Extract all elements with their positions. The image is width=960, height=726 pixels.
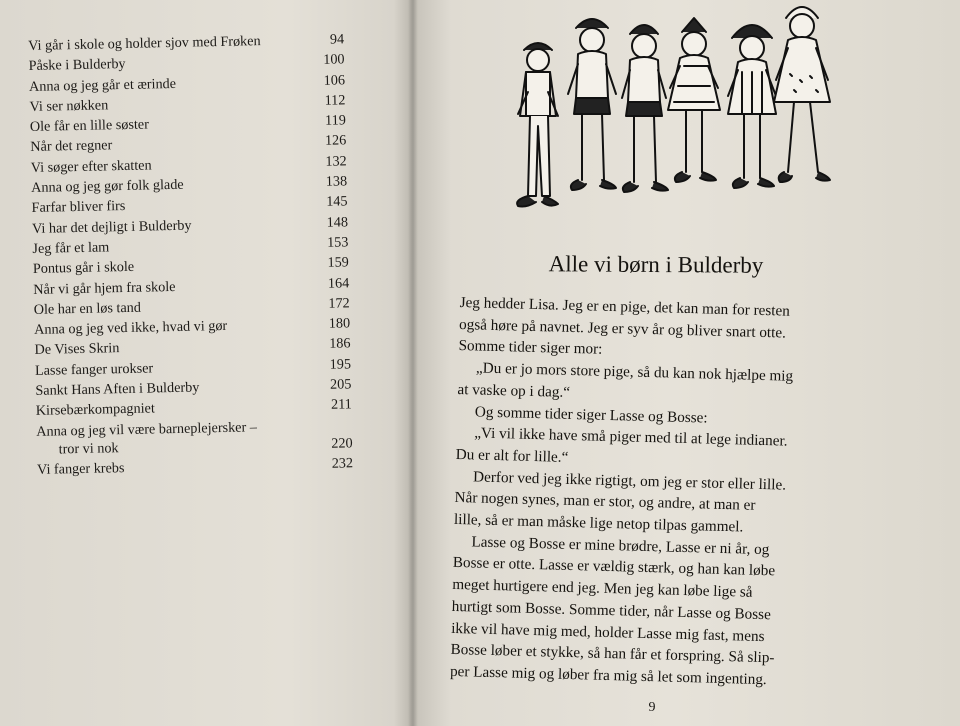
toc-entry-title: Vi går i skole og holder sjov med Frøken bbox=[28, 33, 261, 54]
toc-entry-title: Når vi går hjem fra skole bbox=[33, 278, 176, 298]
toc-entry-page: 112 bbox=[324, 92, 346, 109]
table-of-contents bbox=[28, 29, 353, 479]
toc-entry-page: 94 bbox=[329, 31, 345, 48]
toc-entry-page: 186 bbox=[329, 335, 351, 353]
toc-entry-title: Anna og jeg går et ærinde bbox=[28, 75, 177, 95]
toc-entry-page: 211 bbox=[330, 396, 352, 414]
toc-entry-page: 153 bbox=[326, 234, 349, 251]
body-line: ikke vil have mig med, holder Lasse mig fast, mens bbox=[450, 619, 765, 645]
toc-entry-page: 138 bbox=[325, 173, 348, 190]
toc-entry-page: 195 bbox=[329, 356, 352, 373]
toc-entry-title: Lasse fanger urokser bbox=[34, 360, 154, 379]
children-illustration-icon bbox=[492, 2, 832, 218]
left-page bbox=[0, 0, 412, 726]
toc-entry-page: 220 bbox=[331, 434, 353, 452]
body-line: Når nogen synes, man er stor, og andre, at man er bbox=[454, 489, 756, 515]
toc-entry-page: 148 bbox=[326, 214, 349, 231]
child-figure bbox=[774, 7, 830, 182]
toc-entry-title: Vi fanger krebs bbox=[36, 459, 125, 478]
toc-entry-page: 232 bbox=[331, 454, 354, 472]
body-line: „Vi vil ikke have små piger med til at lege indianer. bbox=[474, 424, 788, 450]
page-number: 9 bbox=[648, 700, 656, 715]
toc-entry-page: 119 bbox=[324, 112, 347, 129]
body-line: Bosse løber et stykke, så han får et forspring. Så slip- bbox=[450, 641, 775, 667]
toc-entry-page: 205 bbox=[329, 376, 352, 393]
toc-entry-title: Jeg får et lam bbox=[32, 239, 110, 257]
toc-entry-title: Farfar bliver firs bbox=[31, 198, 126, 217]
child-figure bbox=[622, 25, 668, 192]
body-line: Jeg hedder Lisa. Jeg er en pige, det kan man for resten bbox=[459, 293, 791, 320]
body-line: Og somme tider siger Lasse og Bosse: bbox=[474, 402, 708, 427]
toc-entry-title: Anna og jeg vil være barneplejersker – bbox=[36, 418, 258, 440]
body-line: Somme tider siger mor: bbox=[458, 337, 603, 359]
body-line: at vaske op i dag.“ bbox=[457, 380, 571, 401]
toc-entry-page: 145 bbox=[326, 193, 348, 211]
body-line: meget hurtigere end jeg. Men jeg kan løbe lige så bbox=[452, 576, 753, 601]
toc-entry-title: Pontus går i skole bbox=[32, 259, 135, 278]
toc-entry-page: 100 bbox=[323, 51, 345, 69]
toc-entry-title: Anna og jeg ved ikke, hvad vi gør bbox=[33, 318, 228, 339]
body-line: Bosse er otte. Lasse er vældig stærk, og han kan løbe bbox=[452, 554, 776, 580]
body-line: lille, så er man måske lige netop tilpas gammel. bbox=[453, 510, 744, 536]
body-line: Lasse og Bosse er mine brødre, Lasse er ni år, og bbox=[471, 533, 770, 558]
child-figure bbox=[568, 19, 616, 190]
child-figure bbox=[728, 25, 776, 188]
toc-entry-title: Ole får en lille søster bbox=[29, 116, 150, 136]
toc-entry-title-continued: tror vi nok bbox=[58, 439, 119, 458]
toc-entry-title: Vi søger efter skatten bbox=[30, 157, 152, 176]
toc-entry-page: 106 bbox=[323, 71, 346, 89]
toc-entry bbox=[36, 415, 353, 460]
chapter-title: Alle vi børn i Bulderby bbox=[548, 251, 764, 278]
child-figure bbox=[668, 18, 720, 182]
body-line: Du er alt for lille.“ bbox=[455, 445, 569, 466]
toc-entry-page: 132 bbox=[325, 153, 347, 170]
toc-entry-title: Påske i Bulderby bbox=[28, 56, 126, 75]
body-line: hurtigt som Bosse. Somme tider, når Lasse og Bosse bbox=[451, 597, 772, 624]
toc-entry-title: Sankt Hans Aften i Bulderby bbox=[35, 379, 200, 399]
toc-entry-page: 164 bbox=[327, 274, 350, 292]
body-line: også høre på navnet. Jeg er syv år og bliver snart otte. bbox=[458, 315, 787, 342]
toc-entry-title: Anna og jeg gør folk glade bbox=[31, 176, 184, 197]
body-line: per Lasse mig og løber fra mig så let som ingenting. bbox=[449, 662, 767, 689]
toc-entry-page: 172 bbox=[328, 295, 350, 312]
chapter-body bbox=[450, 292, 876, 693]
toc-entry-title: Vi ser nøkken bbox=[29, 97, 109, 115]
toc-entry-page: 180 bbox=[328, 315, 351, 332]
body-line: Derfor ved jeg ikke rigtigt, om jeg er stor eller lille. bbox=[472, 468, 787, 494]
toc-entry-title: De Vises Skrin bbox=[34, 340, 120, 359]
toc-entry-title: Ole har en løs tand bbox=[33, 299, 142, 318]
toc-entry-title: Når det regner bbox=[30, 137, 113, 156]
child-figure bbox=[517, 43, 558, 207]
toc-entry-title: Vi har det dejligt i Bulderby bbox=[31, 217, 192, 237]
body-line: „Du er jo mors store pige, så du kan nok hjælpe mig bbox=[475, 359, 794, 385]
right-page bbox=[416, 0, 960, 726]
toc-entry-page: 159 bbox=[327, 254, 349, 272]
toc-entry-title: Kirsebærkompagniet bbox=[35, 400, 156, 420]
toc-entry-page: 126 bbox=[324, 132, 347, 150]
